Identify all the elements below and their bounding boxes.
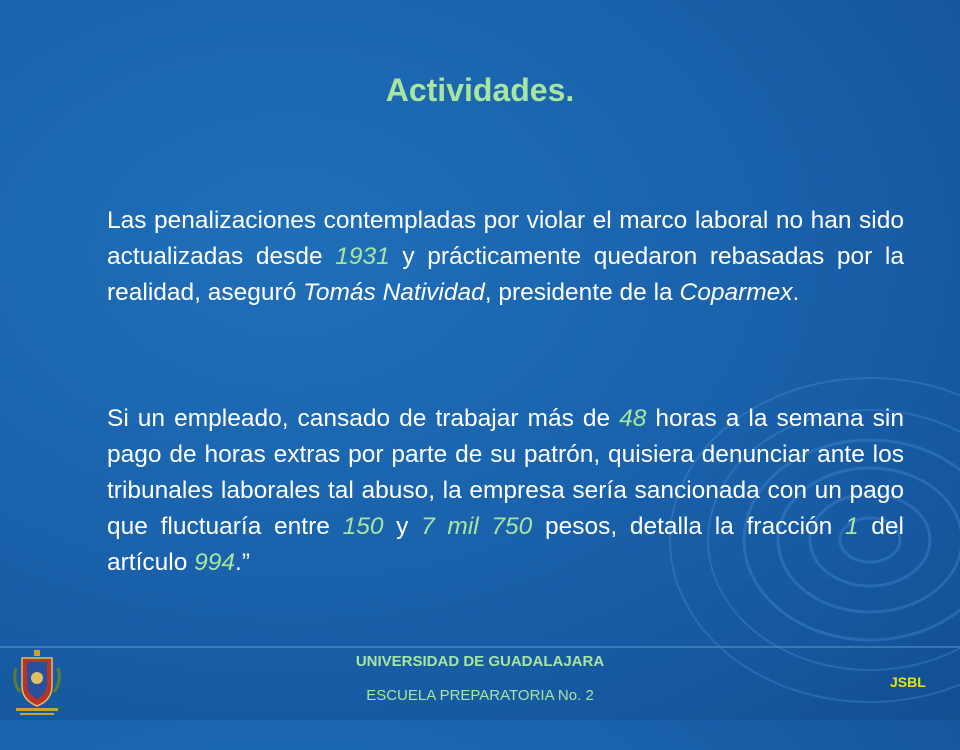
paragraph-penalizaciones bbox=[107, 203, 904, 311]
italic-name: Coparmex bbox=[679, 278, 793, 306]
slide-title: Actividades. bbox=[385, 72, 575, 108]
text-run: y prácticamente quedaron rebasadas por la realidad, aseguró bbox=[107, 242, 904, 306]
text-run: del artículo bbox=[107, 512, 904, 576]
text-run: Si un empleado, cansado de trabajar más de bbox=[107, 404, 620, 432]
highlighted-number: 1931 bbox=[335, 242, 390, 270]
text-run: .” bbox=[235, 548, 251, 576]
highlighted-number: 48 bbox=[619, 404, 647, 432]
italic-name: Tomás Natividad bbox=[303, 278, 485, 306]
author-initials: JSBL bbox=[890, 674, 926, 690]
paragraph-empleado bbox=[107, 401, 904, 581]
highlighted-number: 150 bbox=[342, 512, 384, 540]
text-run: y bbox=[383, 512, 422, 540]
text-run: Las penalizaciones contempladas por violar el marco laboral no han sido actualizadas desde bbox=[107, 206, 904, 270]
university-name: UNIVERSIDAD DE GUADALAJARA bbox=[355, 653, 605, 670]
highlighted-number: 994 bbox=[194, 548, 236, 576]
highlighted-number: 1 bbox=[844, 512, 859, 540]
highlighted-number: 7 mil 750 bbox=[421, 512, 533, 540]
text-run: horas a la semana sin pago de horas extras por parte de su patrón, quisiera denunciar ante los tribunales laborales tal abuso, la empresa sería sancionada con un pago que fluctuaría entre bbox=[107, 404, 904, 540]
school-name: ESCUELA PREPARATORIA No. 2 bbox=[366, 687, 594, 704]
footer-divider bbox=[0, 646, 960, 648]
text-run: , presidente de la bbox=[484, 278, 680, 306]
text-run: pesos, detalla la fracción bbox=[532, 512, 845, 540]
text-run: . bbox=[792, 278, 800, 306]
